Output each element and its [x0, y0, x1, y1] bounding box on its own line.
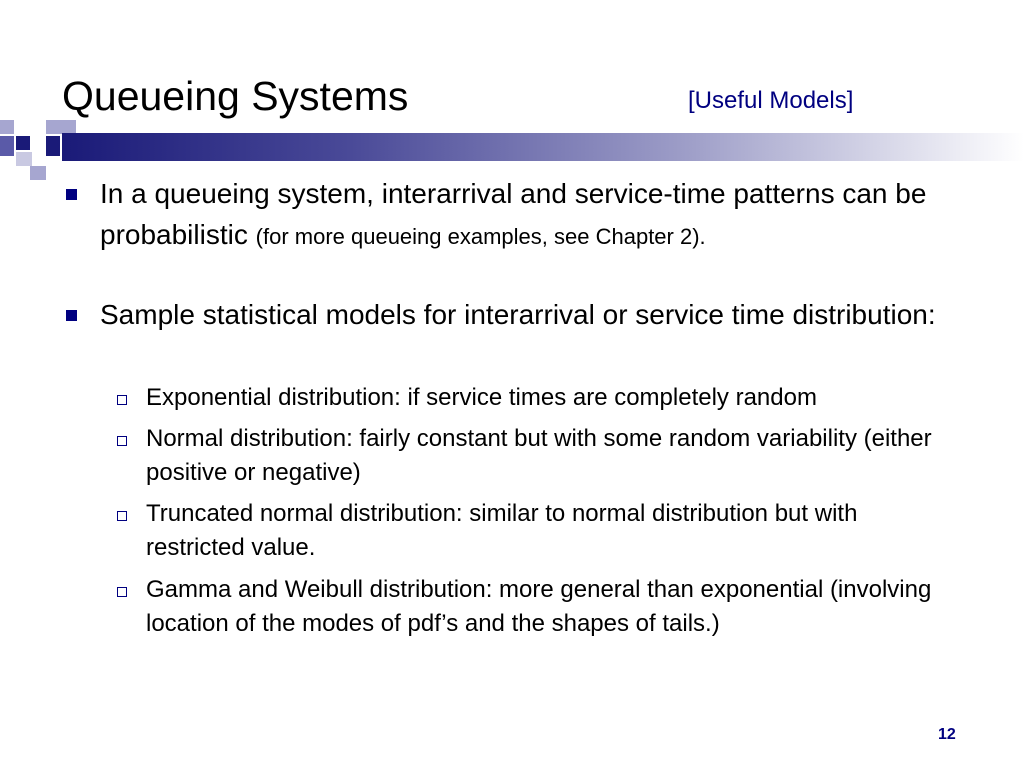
page-number: 12	[938, 726, 956, 743]
bullet-text: In a queueing system, interarrival and service-time patterns can be probabilistic	[100, 178, 927, 250]
slide-subtitle: [Useful Models]	[688, 87, 854, 114]
decor-square	[46, 136, 60, 156]
sub-bullet-item	[146, 497, 956, 565]
sub-bullet-item	[146, 573, 956, 641]
sub-bullet-text: Exponential distribution: if service times are completely random	[146, 384, 817, 411]
square-bullet-icon	[66, 189, 77, 200]
decor-square	[30, 166, 46, 180]
decor-square	[16, 136, 30, 150]
sub-bullet-item	[146, 422, 956, 490]
header-gradient-bar	[62, 133, 1024, 161]
bullet-item	[100, 173, 950, 257]
sub-bullet-text: Normal distribution: fairly constant but with some random variability (either positive or negative)	[146, 425, 932, 486]
hollow-square-bullet-icon	[117, 395, 127, 405]
bullet-item	[100, 294, 950, 335]
decor-square	[16, 152, 32, 166]
bullet-note: (for more queueing examples, see Chapter 2).	[255, 224, 706, 249]
sub-bullet-item	[146, 381, 956, 415]
square-bullet-icon	[66, 310, 77, 321]
decor-square	[0, 120, 14, 134]
bullet-text: Sample statistical models for interarrival or service time distribution:	[100, 299, 936, 330]
hollow-square-bullet-icon	[117, 587, 127, 597]
slide-title: Queueing Systems	[62, 73, 409, 119]
decor-square	[46, 120, 76, 134]
decor-square	[0, 136, 14, 156]
sub-bullet-text: Gamma and Weibull distribution: more general than exponential (involving location of the modes of pdf’s and the shapes of tails.)	[146, 576, 932, 637]
hollow-square-bullet-icon	[117, 436, 127, 446]
hollow-square-bullet-icon	[117, 511, 127, 521]
sub-bullet-text: Truncated normal distribution: similar to normal distribution but with restricted value.	[146, 500, 858, 561]
